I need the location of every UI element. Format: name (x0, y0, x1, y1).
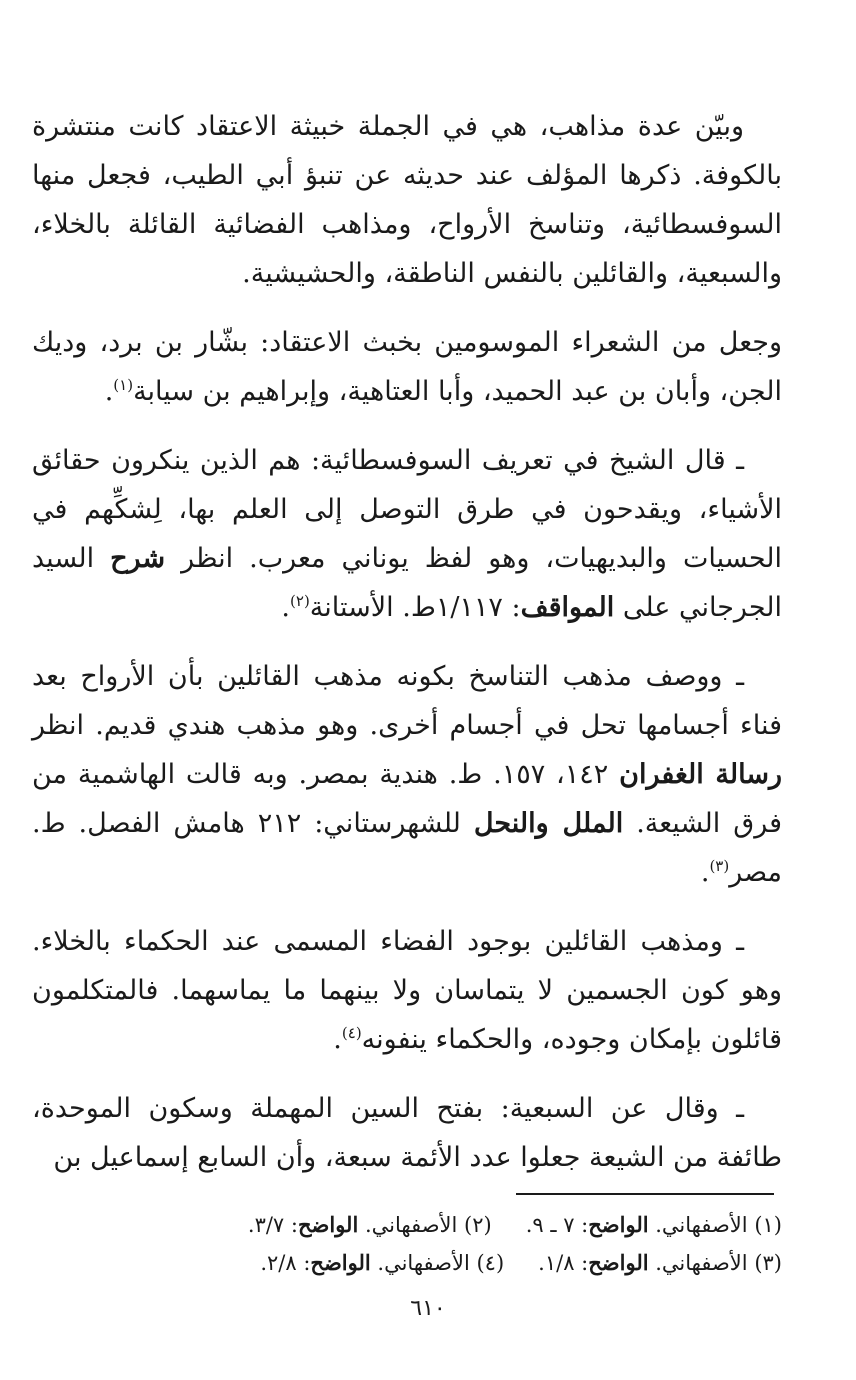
footnote-ref: : ١/٨. (538, 1251, 589, 1275)
footnote-divider (516, 1193, 774, 1195)
paragraph-text: ـ وقال عن السبعية: بفتح السين المهملة وسكون الموحدة، طائفة من الشيعة جعلوا عدد الأئمة سبعة، وأن السابع إسماعيل بن (32, 1093, 782, 1173)
footnote-marker: (٤) (341, 1024, 362, 1042)
footnote-3 (538, 1244, 782, 1282)
paragraph (32, 917, 782, 1064)
paragraph (32, 1084, 782, 1182)
book-title-bold: المواقف (520, 592, 615, 623)
footnotes (32, 1206, 782, 1282)
paragraph-text: للشهرستاني: ٢١٢ هامش الفصل. ط. مصر (32, 808, 782, 888)
footnote-author: الأصفهاني. (655, 1213, 748, 1237)
paragraph (32, 436, 782, 632)
paragraph-text: وجعل من الشعراء الموسومين بخبث الاعتقاد: بشّار بن برد، وديك الجن، وأبان بن عبد الحميد، وأبا العتاهية، وإبراهيم بن سيابة (32, 327, 782, 407)
footnote-number: (٣) (754, 1251, 782, 1275)
footnote-2 (248, 1206, 492, 1244)
paragraph-text: ـ قال الشيخ في تعريف السوفسطائية: هم الذين ينكرون حقائق الأشياء، ويقدحون في طرق التوصل إلى العلم بها، لِشكِّهم في الحسيات والبديهيات، وهو لفظ يوناني معرب. انظر (32, 445, 782, 574)
footnote-marker: (١) (113, 376, 134, 394)
paragraph-text: . (333, 1024, 342, 1055)
paragraph (32, 652, 782, 897)
footnote-number: (١) (754, 1213, 782, 1237)
footnote-author: الأصفهاني. (377, 1251, 470, 1275)
footnote-work: الواضح (310, 1250, 371, 1275)
footnote-ref: : ٢/٨. (260, 1251, 311, 1275)
paragraph-text: : ١/١١٧ط. الأستانة (309, 592, 521, 623)
paragraph-text: . (104, 376, 114, 407)
paragraph-text: . (281, 592, 291, 623)
paragraph-text: ـ ووصف مذهب التناسخ بكونه مذهب القائلين بأن الأرواح بعد فناء أجسامها تحل في أجسام أخرى. وهو مذهب هندي قديم. انظر (32, 661, 782, 741)
main-text (32, 102, 782, 1202)
book-title-bold: شرح (110, 543, 166, 574)
paragraph-text: وبيّن عدة مذاهب، هي في الجملة خبيثة الاعتقاد كانت منتشرة بالكوفة. ذكرها المؤلف عند حديثه عن تنبؤ أبي الطيب، فجعل منها السوفسطائية، وتناسخ الأرواح، ومذاهب الفضائية القائلة بالخلاء، والسبعية، والقائلين بالنفس الناطقة، والحشيشية. (32, 111, 782, 289)
footnote-ref: : ٧ ـ ٩. (525, 1213, 589, 1237)
paragraph-text: ١٤٢، ١٥٧. ط. هندية بمصر. وبه قالت الهاشمية من فرق الشيعة. (32, 759, 783, 839)
footnote-number: (٢) (464, 1213, 492, 1237)
footnote-author: الأصفهاني. (364, 1213, 458, 1237)
paragraph (32, 102, 782, 298)
paragraph-text: . (700, 857, 710, 888)
footnote-row (32, 1244, 782, 1282)
footnote-work: الواضح (297, 1212, 359, 1237)
footnote-number: (٤) (476, 1251, 505, 1275)
page-number: ٦١٠ (410, 1296, 446, 1321)
paragraph (32, 318, 782, 416)
footnote-work: الواضح (588, 1250, 649, 1275)
footnote-4 (260, 1244, 504, 1282)
footnote-1 (526, 1206, 782, 1244)
paragraph-text: ـ ومذهب القائلين بوجود الفضاء المسمى عند الحكماء بالخلاء. وهو كون الجسمين لا يتماسان ولا بينهما ما يماسهما. فالمتكلمون قائلون بإمكان وجوده، والحكماء ينفونه (32, 926, 782, 1055)
book-title-bold: رسالة الغفران (619, 759, 783, 790)
footnote-marker: (٢) (290, 592, 310, 610)
footnote-author: الأصفهاني. (655, 1251, 748, 1275)
paragraph-text: السيد الجرجاني على (32, 543, 782, 623)
footnote-work: الواضح (588, 1212, 649, 1237)
footnote-ref: : ٣/٧. (247, 1213, 298, 1237)
footnote-row (32, 1206, 782, 1244)
book-title-bold: الملل والنحل (473, 808, 624, 839)
footnote-marker: (٣) (709, 857, 730, 875)
